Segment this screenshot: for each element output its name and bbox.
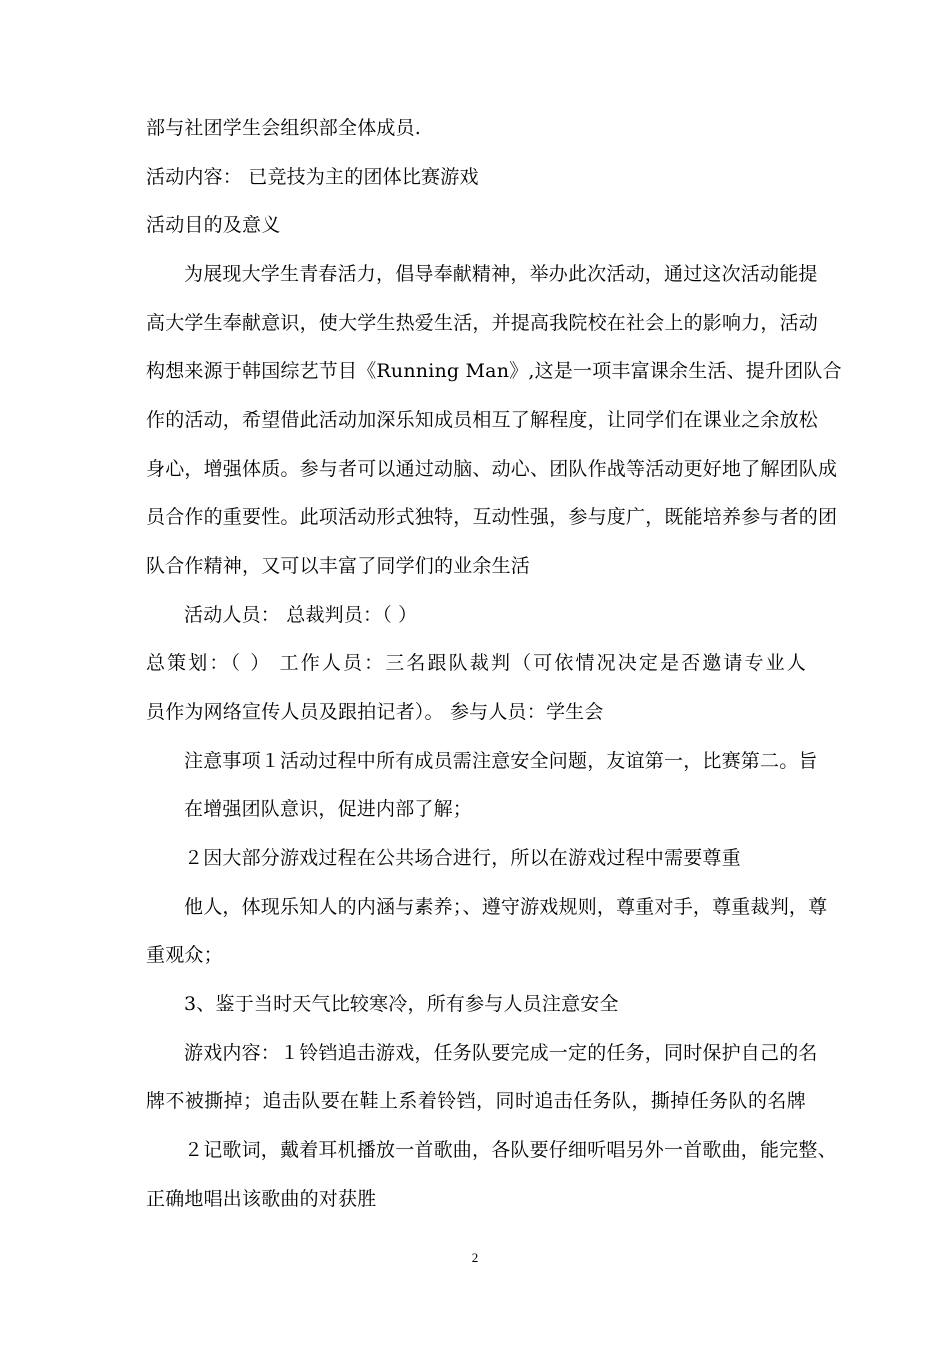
page-number: 2: [471, 1250, 479, 1265]
notice-line: ２因大部分游戏过程在公共场合进行，所以在游戏过程中需要尊重: [184, 847, 741, 869]
paragraph-line: 队合作精神，又可以丰富了同学们的业余生活: [146, 555, 531, 577]
notice-line: 3、鉴于当时天气比较寒冷，所有参与人员注意安全: [184, 993, 619, 1015]
staff-line: 总策划：（ ） 工作人员：三名跟队裁判（可依情况决定是否邀请专业人: [146, 652, 806, 674]
notice-line: 在增强团队意识，促进内部了解；: [184, 798, 473, 820]
notice-line: 重观众；: [146, 944, 223, 966]
staff-line: 活动人员： 总裁判员：（ ）: [184, 604, 418, 626]
section-heading: 活动目的及意义: [146, 214, 281, 236]
paragraph-line: 构想来源于韩国综艺节目《Running Man》,这是一项丰富课余生活、提升团队合: [146, 360, 842, 382]
game-content-line: 游戏内容：１铃铛追击游戏，任务队要完成一定的任务，同时保护自己的名: [184, 1042, 818, 1064]
notice-line: 注意事项１活动过程中所有成员需注意安全问题，友谊第一，比赛第二。旨: [184, 750, 818, 772]
notice-line: 他人，体现乐知人的内涵与素养；、遵守游戏规则，尊重对手，尊重裁判，尊: [184, 896, 828, 918]
game-content-line: 正确地唱出该歌曲的对获胜: [146, 1188, 377, 1210]
game-content-line: 牌不被撕掉；追击队要在鞋上系着铃铛，同时追击任务队，撕掉任务队的名牌: [146, 1090, 806, 1112]
paragraph-line: 为展现大学生青春活力，倡导奉献精神，举办此次活动，通过这次活动能提: [184, 263, 818, 285]
text-line: 部与社团学生会组织部全体成员.: [146, 117, 422, 139]
text-line: 活动内容： 已竞技为主的团体比赛游戏: [146, 166, 479, 188]
paragraph-line: 高大学生奉献意识，使大学生热爱生活，并提高我院校在社会上的影响力，活动: [146, 312, 819, 334]
paragraph-line: 员合作的重要性。此项活动形式独特，互动性强，参与度广，既能培养参与者的团: [146, 506, 838, 528]
game-content-line: ２记歌词，戴着耳机播放一首歌曲，各队要仔细听唱另外一首歌曲，能完整、: [184, 1139, 837, 1161]
paragraph-line: 作的活动，希望借此活动加深乐知成员相互了解程度，让同学们在课业之余放松: [146, 409, 819, 431]
staff-line: 员作为网络宣传人员及跟拍记者）。 参与人员：学生会: [146, 701, 604, 723]
paragraph-line: 身心，增强体质。参与者可以通过动脑、动心、团队作战等活动更好地了解团队成: [146, 458, 838, 480]
